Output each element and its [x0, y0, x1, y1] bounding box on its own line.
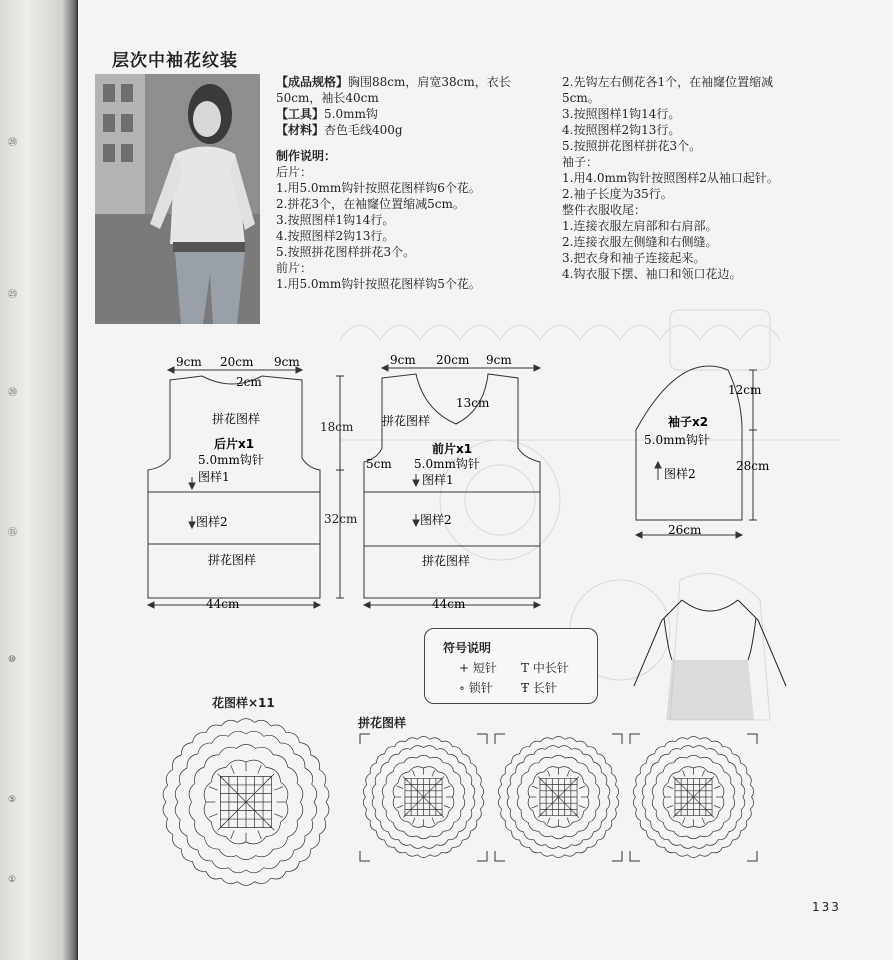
instruction-step: 1.用5.0mm钩针按照花图样钩5个花。 [276, 277, 481, 291]
back-piece-schematic [140, 350, 360, 620]
chart-ref: 图样2 [196, 515, 228, 529]
chart-ref: 图样1 [198, 470, 230, 484]
chart-ref: 图样2 [420, 513, 452, 527]
piece-name: 后片x1 [214, 437, 255, 451]
piece-name: 袖子x2 [668, 415, 709, 429]
front-heading: 前片： [276, 261, 313, 275]
instruction-step: 5.按照拼花图样拼花3个。 [562, 139, 702, 153]
dim-label: 20cm [220, 355, 254, 369]
dim-label: 44cm [206, 597, 240, 611]
dim-label: 28cm [736, 459, 770, 473]
spec-line: 【成品规格】胸围88cm，肩宽38cm，衣长 [276, 75, 511, 89]
instruction-step: 3.按照图样1钩14行。 [562, 107, 681, 121]
back-heading: 后片： [276, 165, 313, 179]
back-body-height: 32cm [324, 512, 358, 526]
instruction-step: 5.按照拼花图样拼花3个。 [276, 245, 416, 259]
book-spine [0, 0, 78, 960]
single-motif-chart [156, 712, 336, 892]
spine-marker: ⑮ [8, 528, 18, 538]
crochet-motif [498, 737, 618, 858]
dim-label: 9cm [390, 353, 416, 367]
symbol-legend [424, 628, 598, 704]
model-photo [95, 74, 260, 324]
instructions-column-2 [562, 74, 779, 282]
instruction-step: 2.先钩左右侧花各1个，在袖窿位置缩减 [562, 75, 774, 89]
legend-symbol: + [459, 661, 470, 675]
page-title: 层次中袖花纹装 [112, 51, 238, 71]
spine-marker: ⑤ [8, 795, 17, 805]
section-label: 拼花图样 [382, 414, 431, 428]
spine-marker: ⑳ [8, 388, 18, 398]
instruction-step: 2.拼花3个，在袖窿位置缩减5cm。 [276, 197, 465, 211]
section-label: 拼花图样 [422, 554, 471, 568]
instruction-step: 2.连接衣服左侧缝和右侧缝。 [562, 235, 718, 249]
piece-name: 前片x1 [432, 442, 473, 456]
instruction-step: 4.按照图样2钩13行。 [562, 123, 681, 137]
yarn-line: 【材料】杏色毛线400g [276, 123, 403, 137]
spine-marker: ⑳ [8, 138, 18, 148]
chart-ref: 图样2 [664, 467, 696, 481]
crochet-motif [363, 737, 483, 858]
legend-item-short-stitch: + 短针 [459, 661, 497, 675]
dim-label: 44cm [432, 597, 466, 611]
legend-item-treble: Ŧ 长针 [521, 681, 557, 695]
legend-title: 符号说明 [443, 641, 492, 655]
dim-label: 9cm [274, 355, 300, 369]
motif-chart-title: 花图样×11 [212, 696, 275, 710]
hook-label: 5.0mm钩针 [198, 453, 264, 467]
dim-label: 2cm [236, 375, 262, 389]
materials-column [276, 74, 511, 292]
instruction-step: 1.用5.0mm钩针按照花图样钩6个花。 [276, 181, 481, 195]
section-label: 拼花图样 [208, 553, 257, 567]
front-piece-schematic [356, 350, 556, 620]
hook-label: 5.0mm钩针 [414, 457, 480, 471]
instructions-heading: 制作说明： [276, 149, 337, 163]
assembly-chart-title: 拼花图样 [358, 716, 407, 730]
sleeve-schematic [620, 360, 800, 545]
instruction-step: 2.袖子长度为35行。 [562, 187, 673, 201]
legend-item-half-double: T 中长针 [521, 661, 569, 675]
page-number: 133 [812, 900, 841, 914]
dim-label: 20cm [436, 353, 470, 367]
legend-symbol: Ŧ [521, 681, 530, 695]
instruction-step: 4.钩衣服下摆、袖口和领口花边。 [562, 267, 742, 281]
sleeve-heading: 袖子： [562, 155, 599, 169]
legend-symbol: ∘ [459, 681, 465, 695]
spine-marker: ⑩ [8, 655, 17, 665]
tool-line: 【工具】5.0mm钩 [276, 107, 378, 121]
spec-line-2: 50cm，袖长40cm [276, 91, 379, 105]
crochet-motif [163, 719, 329, 886]
back-armhole-height: 18cm [320, 420, 354, 434]
model-photo-illustration [95, 74, 260, 324]
instruction-step: 1.连接衣服左肩部和右肩部。 [562, 219, 718, 233]
garment-sketch [630, 590, 790, 720]
dim-label: 5cm [366, 457, 392, 471]
crochet-motif [633, 737, 753, 858]
chart-ref: 图样1 [422, 473, 454, 487]
instruction-step: 4.按照图样2钩13行。 [276, 229, 395, 243]
finish-heading: 整件衣服收尾： [562, 203, 647, 217]
dim-label: 9cm [486, 353, 512, 367]
dim-label: 26cm [668, 523, 702, 537]
section-label: 拼花图样 [212, 412, 261, 426]
assembly-strip-chart [356, 730, 761, 865]
instruction-step: 5cm。 [562, 91, 600, 105]
instruction-step: 3.按照图样1钩14行。 [276, 213, 395, 227]
instruction-step: 3.把衣身和袖子连接起来。 [562, 251, 706, 265]
dim-label: 12cm [728, 383, 762, 397]
hook-label: 5.0mm钩针 [644, 433, 710, 447]
instruction-step: 1.用4.0mm钩针按照图样2从袖口起针。 [562, 171, 779, 185]
spine-marker: ① [8, 875, 17, 885]
legend-symbol: T [521, 661, 530, 675]
dim-label: 9cm [176, 355, 202, 369]
dim-label: 13cm [456, 396, 490, 410]
spine-marker: ㉕ [8, 290, 18, 300]
legend-item-chain: ∘ 锁针 [459, 681, 493, 695]
